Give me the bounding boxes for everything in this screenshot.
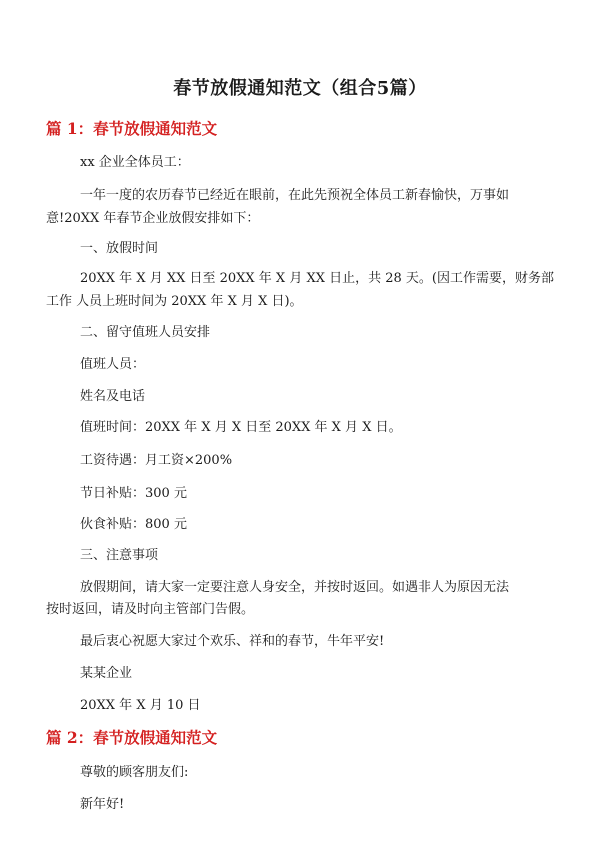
section-1-wage: 工资待遇：月工资×200% xyxy=(80,453,233,468)
section-1-signature: 某某企业 xyxy=(80,666,133,681)
section-1-item-duty-arrangement: 二、留守值班人员安排 xyxy=(80,325,211,340)
section-1-heading: 篇 1：春节放假通知范文 xyxy=(46,119,218,138)
section-1-intro-line-1: 一年一度的农历春节已经近在眼前，在此先预祝全体员工新春愉快，万事如 xyxy=(80,188,510,203)
section-1-date: 20XX 年 X 月 10 日 xyxy=(80,698,201,713)
section-1-item-holiday-time: 一、放假时间 xyxy=(80,241,159,256)
section-1-notice-line-2: 按时返回，请及时向主管部门告假。 xyxy=(46,602,255,617)
section-1-holiday-line-2: 工作 人员上班时间为 20XX 年 X 月 X 日)。 xyxy=(46,294,303,309)
section-1-intro-line-2: 意!20XX 年春节企业放假安排如下： xyxy=(46,211,260,226)
section-1-meal-allowance: 伙食补贴：800 元 xyxy=(80,517,187,532)
section-1-holiday-line-1: 20XX 年 X 月 XX 日至 20XX 年 X 月 XX 日止，共 28 天。(因工作需要，财务部 xyxy=(80,271,554,286)
section-1-item-notes: 三、注意事项 xyxy=(80,548,159,563)
section-1-greeting: xx 企业全体员工： xyxy=(80,155,190,170)
section-1-wishes: 最后衷心祝愿大家过个欢乐、祥和的春节，牛年平安! xyxy=(80,634,385,649)
document-title: 春节放假通知范文（组合5篇） xyxy=(173,78,427,99)
section-1-duty-time: 值班时间：20XX 年 X 月 X 日至 20XX 年 X 月 X 日。 xyxy=(80,420,402,435)
section-2-greeting: 尊敬的顾客朋友们: xyxy=(80,765,189,780)
section-2-heading: 篇 2：春节放假通知范文 xyxy=(46,728,218,747)
section-1-holiday-allowance: 节日补贴：300 元 xyxy=(80,486,187,501)
section-2-new-year: 新年好! xyxy=(80,797,125,812)
section-1-name-phone: 姓名及电话 xyxy=(80,389,146,404)
section-1-duty-staff: 值班人员： xyxy=(80,357,146,372)
section-1-notice-line-1: 放假期间，请大家一定要注意人身安全，并按时返回。如遇非人为原因无法 xyxy=(80,580,510,595)
